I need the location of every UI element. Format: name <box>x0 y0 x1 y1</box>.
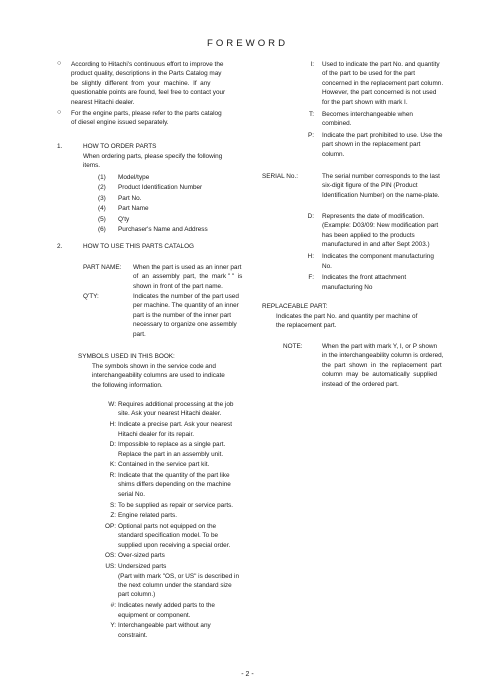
list-item: #: Indicates newly added parts to the equipment or component. <box>110 602 215 619</box>
list-item: (4) Part Name <box>98 205 149 213</box>
list-item: F: Indicates the front attachment manufacturing No <box>308 274 407 291</box>
replaceable-text: Indicates the part No. and quantity per machine of the replacement part. <box>276 313 418 330</box>
note-label: NOTE: <box>283 343 303 350</box>
section-intro: When ordering parts, please specify the following items. <box>83 153 223 170</box>
list-item: R: Indicate that the quantity of the part like shims differs depending on the machine serial No. <box>109 472 231 498</box>
symbols-intro: The symbols shown in the service code and interchangeability columns are used to indicate the following information. <box>92 363 225 389</box>
list-item: (6) Purchaser's Name and Address <box>98 225 208 233</box>
definition-text: The serial number corresponds to the last six-digit figure of the PIN (Product Identification Number) on the name-plate. <box>322 173 440 199</box>
list-item: T: Becomes interchangeable when combined. <box>309 110 413 127</box>
list-item: D: Represents the date of modification. (Example: D03/09: New modification part has been applied to the products manufactured in and after Sept 2003.) <box>307 213 439 249</box>
section-number: 1. <box>57 143 63 150</box>
list-item: D: Impossible to replace as a single part. Replace the part in an assembly unit. <box>109 441 226 458</box>
definition-text: When the part is used as an inner part of an assembly part, the mark " " is shown in front of the part name. <box>133 264 243 290</box>
section-heading: HOW TO USE THIS PARTS CATALOG <box>83 243 195 250</box>
symbols-list <box>98 400 278 641</box>
list-item: OP: Optional parts not equipped on the standard specification model. To be supplied upon receiving a special order. <box>104 522 231 549</box>
list-item: H: Indicates the component manufacturing No. <box>307 253 434 270</box>
list-item: Y: Interchangeable part without any constraint. <box>110 622 211 639</box>
list-item: (5) Q'ty <box>98 215 130 223</box>
list-item: (2) Product Identification Number <box>98 184 203 192</box>
note-text: When the part with mark Y, I, or P shown in the interchangeability column is ordered, the part shown in the replacement part column may be automatically supplied instead of the ordered part. <box>322 343 444 388</box>
serial-symbols-list <box>298 212 468 295</box>
list-item: OS: Over-sized parts <box>104 552 165 560</box>
list-item: (1) Model/type <box>98 174 150 181</box>
list-item: I: Used to indicate the part No. and quantity of the part to be used for the part concerned in the replacement part column. However, the part concerned is not used for the part shown with mark I. <box>310 61 444 106</box>
section-heading: SYMBOLS USED IN THIS BOOK: <box>78 353 175 360</box>
list-item: Z: Engine related parts. <box>110 512 177 520</box>
page-number: - 2 - <box>241 671 254 678</box>
symbols-list-continued <box>298 60 468 162</box>
section-heading: REPLACEABLE PART: <box>262 303 328 310</box>
list-item: W: Requires additional processing at the job site. Ask your nearest Hitachi dealer. <box>108 401 234 418</box>
intro-paragraph-2: For the engine parts, please refer to the parts catalog of diesel engine issued separately. <box>71 110 222 127</box>
order-items-list <box>98 173 208 235</box>
section-number: 2. <box>57 243 63 250</box>
list-item: P: Indicate the part prohibited to use. Use the part shown in the replacement part column. <box>307 131 443 158</box>
definition-text: Indicates the number of the part used per machine. The quantity of an inner part is the number of the inner part necessary to organize one assembly part. <box>133 293 239 338</box>
list-item: US: Undersized parts (Part with mark "OS, or US" is described in the next column under the standard size part column.) <box>105 563 240 599</box>
bullet-icon: ○ <box>57 60 62 67</box>
definition-term: SERIAL No.: <box>262 173 298 180</box>
list-item: (3) Part No. <box>98 194 142 202</box>
list-item: S: To be supplied as repair or service parts. <box>109 501 234 509</box>
bullet-icon: ○ <box>57 109 62 116</box>
page-title: FOREWORD <box>206 38 289 49</box>
list-item: H: Indicate a precise part. Ask your nearest Hitachi dealer for its repair. <box>109 421 233 438</box>
section-heading: HOW TO ORDER PARTS <box>83 143 157 150</box>
definition-term: Q'TY: <box>83 293 99 300</box>
list-item: K: Contained in the service part kit. <box>109 461 210 469</box>
definition-term: PART NAME: <box>83 264 122 271</box>
intro-paragraph-1: According to Hitachi's continuous effort to improve the product quality, descriptions in the Parts Catalog may be slightly different from your machine. If any questionable points are found, feel free to contact your nearest Hitachi dealer. <box>71 61 226 106</box>
